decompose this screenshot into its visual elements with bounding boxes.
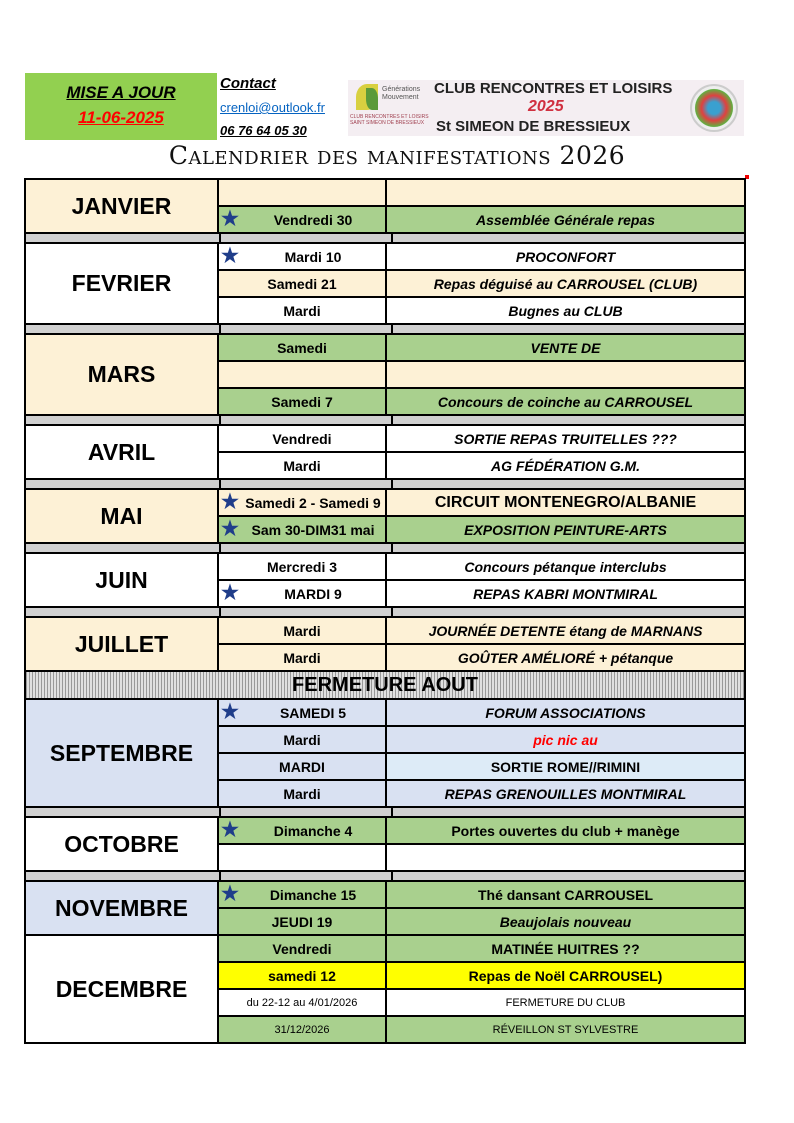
event-date	[219, 453, 387, 478]
event-date-text: Sam 30-DIM31 mai	[251, 521, 375, 538]
event-date-text: 31/12/2026	[274, 1023, 330, 1036]
page-title: Calendrier des manifestations 2026	[168, 141, 626, 170]
event-row	[219, 517, 746, 542]
event-title: VENTE DE	[387, 335, 746, 360]
separator-row	[24, 542, 746, 552]
star-icon: ★	[221, 208, 239, 230]
event-row	[219, 845, 746, 870]
event-title: AG FÉDÉRATION G.M.	[387, 453, 746, 478]
contact-label: Contact	[220, 75, 276, 92]
month-block-octobre	[24, 816, 746, 870]
month-label: JUILLET	[24, 618, 219, 670]
event-date	[219, 936, 387, 961]
event-title: pic nic au	[387, 727, 746, 752]
event-row	[219, 781, 746, 806]
event-title: FORUM ASSOCIATIONS	[387, 700, 746, 725]
generations-mouvement-logo	[350, 80, 430, 136]
event-title: JOURNÉE DETENTE étang de MARNANS	[387, 618, 746, 643]
month-label: OCTOBRE	[24, 818, 219, 870]
club-logo	[348, 80, 744, 136]
event-row	[219, 882, 746, 909]
separator-row	[24, 478, 746, 488]
star-icon: ★	[221, 518, 239, 540]
month-label: AVRIL	[24, 426, 219, 478]
contact-box	[220, 75, 325, 138]
event-date-text: samedi 12	[268, 967, 336, 984]
event-rows	[219, 335, 746, 414]
event-rows	[219, 554, 746, 606]
star-icon: ★	[221, 701, 239, 723]
event-title: SORTIE ROME//RIMINI	[387, 754, 746, 779]
event-row	[219, 818, 746, 845]
event-date-text: JEUDI 19	[271, 913, 333, 930]
event-row	[219, 426, 746, 453]
event-date	[219, 389, 387, 414]
event-date	[219, 781, 387, 806]
phone-number: 06 76 64 05 30	[220, 123, 307, 138]
month-label: MAI	[24, 490, 219, 542]
event-row	[219, 389, 746, 414]
event-title: GOÛTER AMÉLIORÉ + pétanque	[387, 645, 746, 670]
separator-row	[24, 323, 746, 333]
event-date-text: Mardi	[283, 785, 321, 802]
event-row	[219, 909, 746, 934]
event-title: REPAS KABRI MONTMIRAL	[387, 581, 746, 606]
event-date	[219, 845, 387, 870]
update-date: 11-06-2025	[78, 108, 164, 127]
month-label: MARS	[24, 335, 219, 414]
month-block-decembre	[24, 934, 746, 1042]
event-row	[219, 453, 746, 478]
star-icon: ★	[221, 491, 239, 513]
event-rows	[219, 426, 746, 478]
event-date	[219, 818, 387, 843]
event-date	[219, 207, 387, 232]
email-link[interactable]: crenloi@outlook.fr	[220, 100, 325, 115]
event-date-text: Mercredi 3	[266, 558, 338, 575]
event-title: SORTIE REPAS TRUITELLES ???	[387, 426, 746, 451]
event-title: Bugnes au CLUB	[387, 298, 746, 323]
event-date-text: du 22-12 au 4/01/2026	[246, 996, 358, 1009]
event-date	[219, 990, 387, 1015]
event-row	[219, 963, 746, 990]
event-date-text: Mardi	[283, 731, 321, 748]
event-row	[219, 207, 746, 232]
event-date	[219, 754, 387, 779]
event-row	[219, 645, 746, 670]
event-row	[219, 727, 746, 754]
event-title: Portes ouvertes du club + manège	[387, 818, 746, 843]
event-title: FERMETURE DU CLUB	[387, 990, 746, 1015]
month-block-avril	[24, 424, 746, 478]
event-title: Thé dansant CARROUSEL	[387, 882, 746, 907]
event-date	[219, 335, 387, 360]
event-date	[219, 909, 387, 934]
event-date-text: Mardi	[283, 649, 321, 666]
event-row	[219, 700, 746, 727]
event-title: MATINÉE HUITRES ??	[387, 936, 746, 961]
event-date	[219, 362, 387, 387]
month-block-fevrier	[24, 242, 746, 323]
month-label: JUIN	[24, 554, 219, 606]
event-date-text: Samedi	[277, 339, 327, 356]
month-block-mars	[24, 333, 746, 414]
event-row	[219, 271, 746, 298]
update-box	[25, 73, 217, 140]
event-row	[219, 335, 746, 362]
closure-banner: FERMETURE AOUT	[24, 670, 746, 698]
event-date	[219, 618, 387, 643]
event-date-text: Mardi	[283, 622, 321, 639]
event-date-text: MARDI 9	[284, 585, 342, 602]
month-block-mai	[24, 488, 746, 542]
logo-org-sub: CLUB RENCONTRES ET LOISIRS SAINT SIMEON DE BRESSIEUX	[350, 114, 429, 126]
separator-row	[24, 232, 746, 242]
event-title	[387, 180, 746, 205]
month-block-juillet	[24, 616, 746, 670]
update-label: MISE A JOUR	[66, 83, 176, 102]
star-icon: ★	[221, 582, 239, 604]
event-rows	[219, 180, 746, 232]
event-date-text: Mardi	[283, 457, 321, 474]
leaf-icon	[366, 88, 378, 110]
event-rows	[219, 700, 746, 806]
event-title: Repas déguisé au CARROUSEL (CLUB)	[387, 271, 746, 296]
event-row	[219, 244, 746, 271]
event-title: Assemblée Générale repas	[387, 207, 746, 232]
event-title: EXPOSITION PEINTURE-ARTS	[387, 517, 746, 542]
event-row	[219, 180, 746, 207]
event-date-text: Samedi 7	[271, 393, 333, 410]
event-date-text: Mardi	[283, 302, 321, 319]
event-rows	[219, 882, 746, 934]
month-label: NOVEMBRE	[24, 882, 219, 934]
event-rows	[219, 490, 746, 542]
event-date-text: Vendredi	[272, 940, 332, 957]
event-rows	[219, 818, 746, 870]
event-date	[219, 490, 387, 515]
event-date-text: Dimanche 15	[269, 886, 357, 903]
event-title: CIRCUIT MONTENEGRO/ALBANIE	[387, 490, 746, 515]
event-row	[219, 936, 746, 963]
month-block-janvier	[24, 178, 746, 232]
event-row	[219, 298, 746, 323]
event-row	[219, 1017, 746, 1042]
event-date	[219, 963, 387, 988]
event-date-text: MARDI	[279, 758, 325, 775]
event-row	[219, 618, 746, 645]
event-date	[219, 882, 387, 907]
star-icon: ★	[221, 245, 239, 267]
event-date	[219, 581, 387, 606]
event-row	[219, 990, 746, 1017]
star-icon: ★	[221, 883, 239, 905]
event-date	[219, 517, 387, 542]
event-title: Concours pétanque interclubs	[387, 554, 746, 579]
month-label: JANVIER	[24, 180, 219, 232]
month-label: FEVRIER	[24, 244, 219, 323]
separator-row	[24, 806, 746, 816]
month-block-novembre	[24, 880, 746, 934]
logo-line2: St SIMEON DE BRESSIEUX	[436, 118, 631, 135]
month-label: SEPTEMBRE	[24, 700, 219, 806]
table-bottom-border	[24, 1042, 746, 1044]
event-date	[219, 645, 387, 670]
event-rows	[219, 618, 746, 670]
event-row	[219, 362, 746, 389]
separator-row	[24, 414, 746, 424]
event-date	[219, 298, 387, 323]
event-date-text: Dimanche 4	[273, 822, 353, 839]
event-title	[387, 845, 746, 870]
month-block-septembre	[24, 698, 746, 806]
event-date-text: SAMEDI 5	[279, 704, 347, 721]
star-icon: ★	[221, 819, 239, 841]
event-row	[219, 490, 746, 517]
event-date	[219, 180, 387, 205]
event-rows	[219, 936, 746, 1042]
month-block-juin	[24, 552, 746, 606]
club-emblem-icon	[690, 84, 738, 132]
event-title: Concours de coinche au CARROUSEL	[387, 389, 746, 414]
calendar-table	[24, 178, 746, 1044]
event-date	[219, 700, 387, 725]
event-title: RÉVEILLON ST SYLVESTRE	[387, 1017, 746, 1042]
event-date-text: Mardi 10	[284, 248, 342, 265]
event-row	[219, 581, 746, 606]
month-label: DECEMBRE	[24, 936, 219, 1042]
logo-line1: CLUB RENCONTRES ET LOISIRS	[434, 80, 673, 97]
logo-year: 2025	[528, 98, 564, 115]
event-date	[219, 727, 387, 752]
event-row	[219, 754, 746, 781]
event-title: PROCONFORT	[387, 244, 746, 269]
separator-row	[24, 606, 746, 616]
event-date	[219, 426, 387, 451]
event-title	[387, 362, 746, 387]
event-title: REPAS GRENOUILLES MONTMIRAL	[387, 781, 746, 806]
event-date	[219, 271, 387, 296]
event-date-text: Vendredi	[272, 430, 332, 447]
logo-org: Générations Mouvement	[382, 86, 421, 101]
event-title: Beaujolais nouveau	[387, 909, 746, 934]
event-date-text: Samedi 21	[267, 275, 337, 292]
event-date-text: Vendredi 30	[273, 211, 353, 228]
event-date	[219, 244, 387, 269]
event-title: Repas de Noël CARROUSEL)	[387, 963, 746, 988]
separator-row	[24, 870, 746, 880]
event-date-text: Samedi 2 - Samedi 9	[245, 494, 381, 511]
event-rows	[219, 244, 746, 323]
event-date	[219, 1017, 387, 1042]
event-date	[219, 554, 387, 579]
event-row	[219, 554, 746, 581]
